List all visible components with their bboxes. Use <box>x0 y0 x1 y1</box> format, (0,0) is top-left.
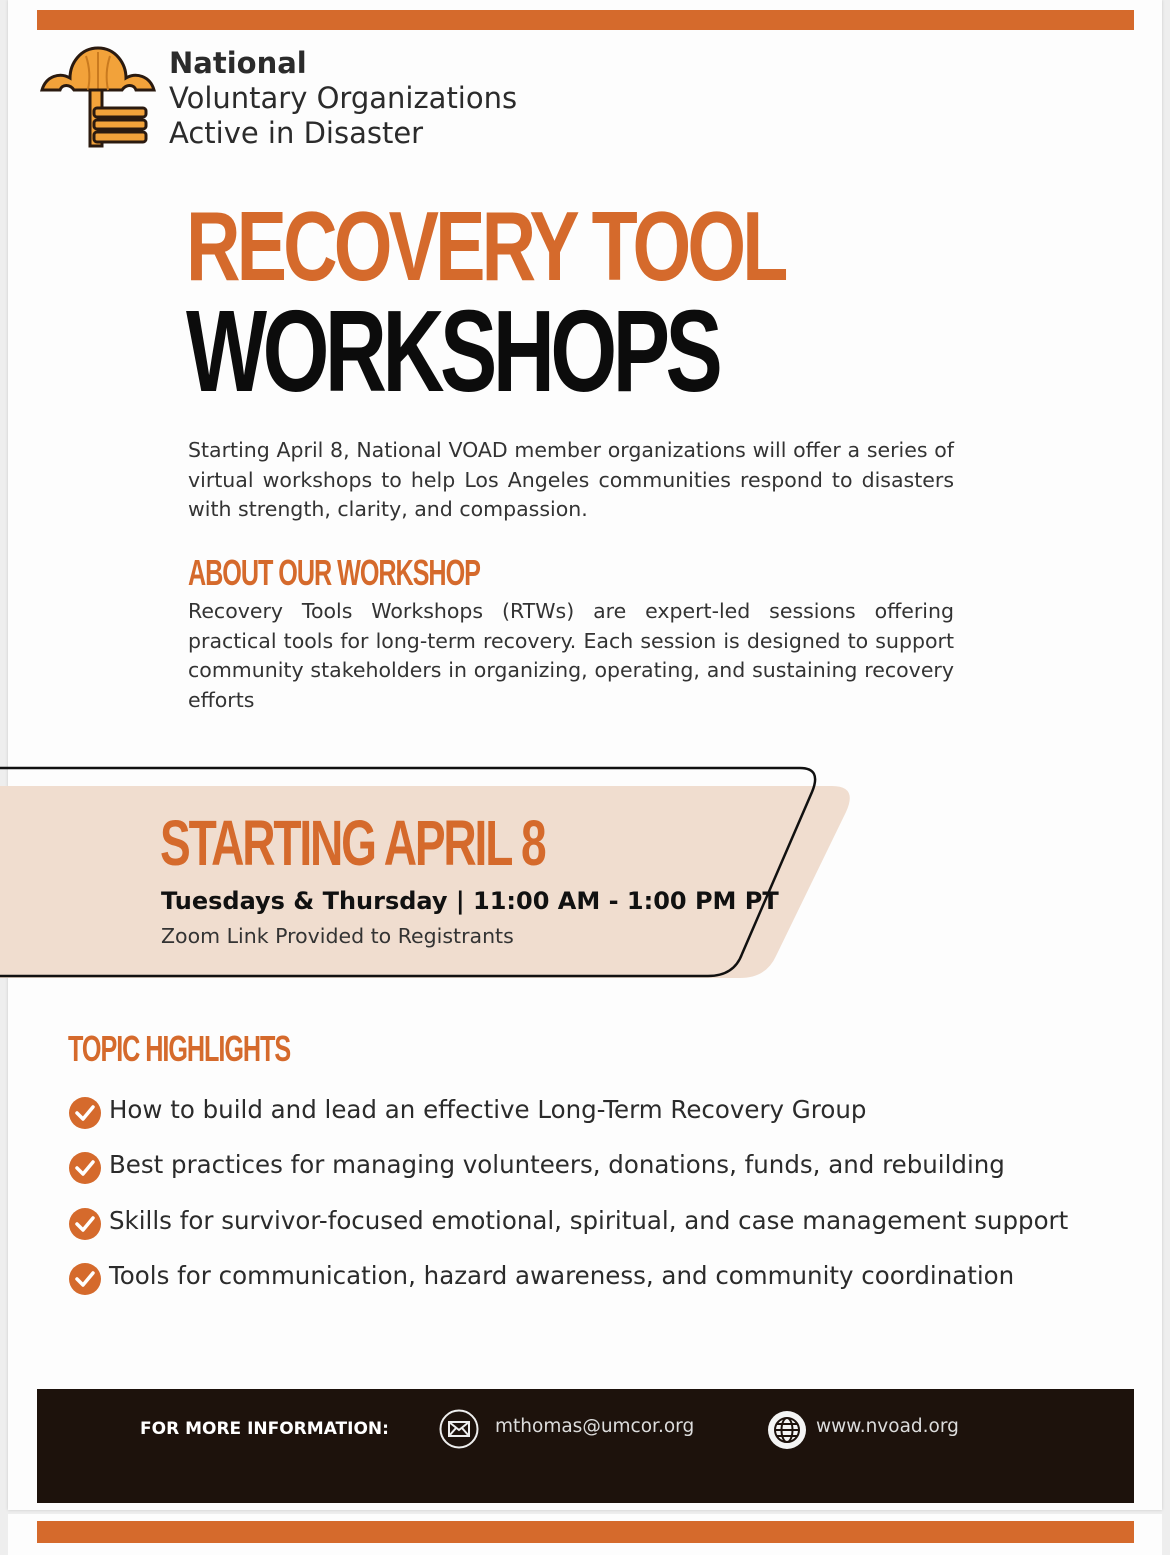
mail-icon <box>439 1409 479 1449</box>
intro-paragraph: Starting April 8, National VOAD member organizations will offer a series of virtual workshops to help Los Angeles communities respond to disasters with strength, clarity, and compassion. <box>188 438 954 521</box>
footer-label: FOR MORE INFORMATION: <box>140 1419 389 1439</box>
check-circle-icon <box>68 1262 102 1296</box>
footer <box>37 1389 1134 1503</box>
schedule-zoom-note: Zoom Link Provided to Registrants <box>161 924 514 948</box>
title-line2: WORKSHOPS <box>186 286 719 416</box>
org-name <box>169 46 517 151</box>
schedule-title: STARTING APRIL 8 <box>160 807 545 879</box>
list-item <box>68 1143 1068 1198</box>
top-accent-bar <box>37 10 1134 30</box>
about-heading: ABOUT OUR WORKSHOP <box>188 552 480 593</box>
topic-text: How to build and lead an effective Long-Term Recovery Group <box>109 1095 867 1124</box>
topic-text: Tools for communication, hazard awareness, and community coordination <box>109 1260 1015 1290</box>
topic-text: Skills for survivor-focused emotional, spiritual, and case management support <box>109 1205 1069 1235</box>
org-name-line1: National <box>169 46 307 80</box>
nvoad-logo <box>40 44 156 150</box>
topic-text: Best practices for managing volunteers, donations, funds, and rebuilding <box>109 1150 1005 1180</box>
check-circle-icon <box>68 1151 102 1185</box>
list-item <box>68 1199 1068 1254</box>
topics-list <box>68 1088 1068 1309</box>
check-circle-icon <box>68 1207 102 1241</box>
website-link[interactable]: www.nvoad.org <box>816 1416 959 1437</box>
globe-icon <box>767 1410 807 1450</box>
topics-heading: TOPIC HIGHLIGHTS <box>68 1028 291 1069</box>
next-page-accent-bar <box>37 1521 1134 1543</box>
page-title <box>186 191 963 416</box>
check-circle-icon <box>68 1096 102 1130</box>
title-line1: RECOVERY TOOL <box>186 191 785 301</box>
email-link[interactable]: mthomas@umcor.org <box>495 1416 695 1437</box>
org-name-line2: Voluntary Organizations <box>169 81 518 115</box>
org-name-line3: Active in Disaster <box>169 116 424 150</box>
about-paragraph: Recovery Tools Workshops (RTWs) are expert-led sessions offering practical tools for long-term recovery. Each session is designed to support community stakeholders in organizing, operating, and sustaining recovery efforts <box>188 599 954 712</box>
schedule-time: Tuesdays & Thursday | 11:00 AM - 1:00 PM PT <box>161 887 779 915</box>
list-item <box>68 1088 1068 1143</box>
list-item <box>68 1254 1068 1309</box>
